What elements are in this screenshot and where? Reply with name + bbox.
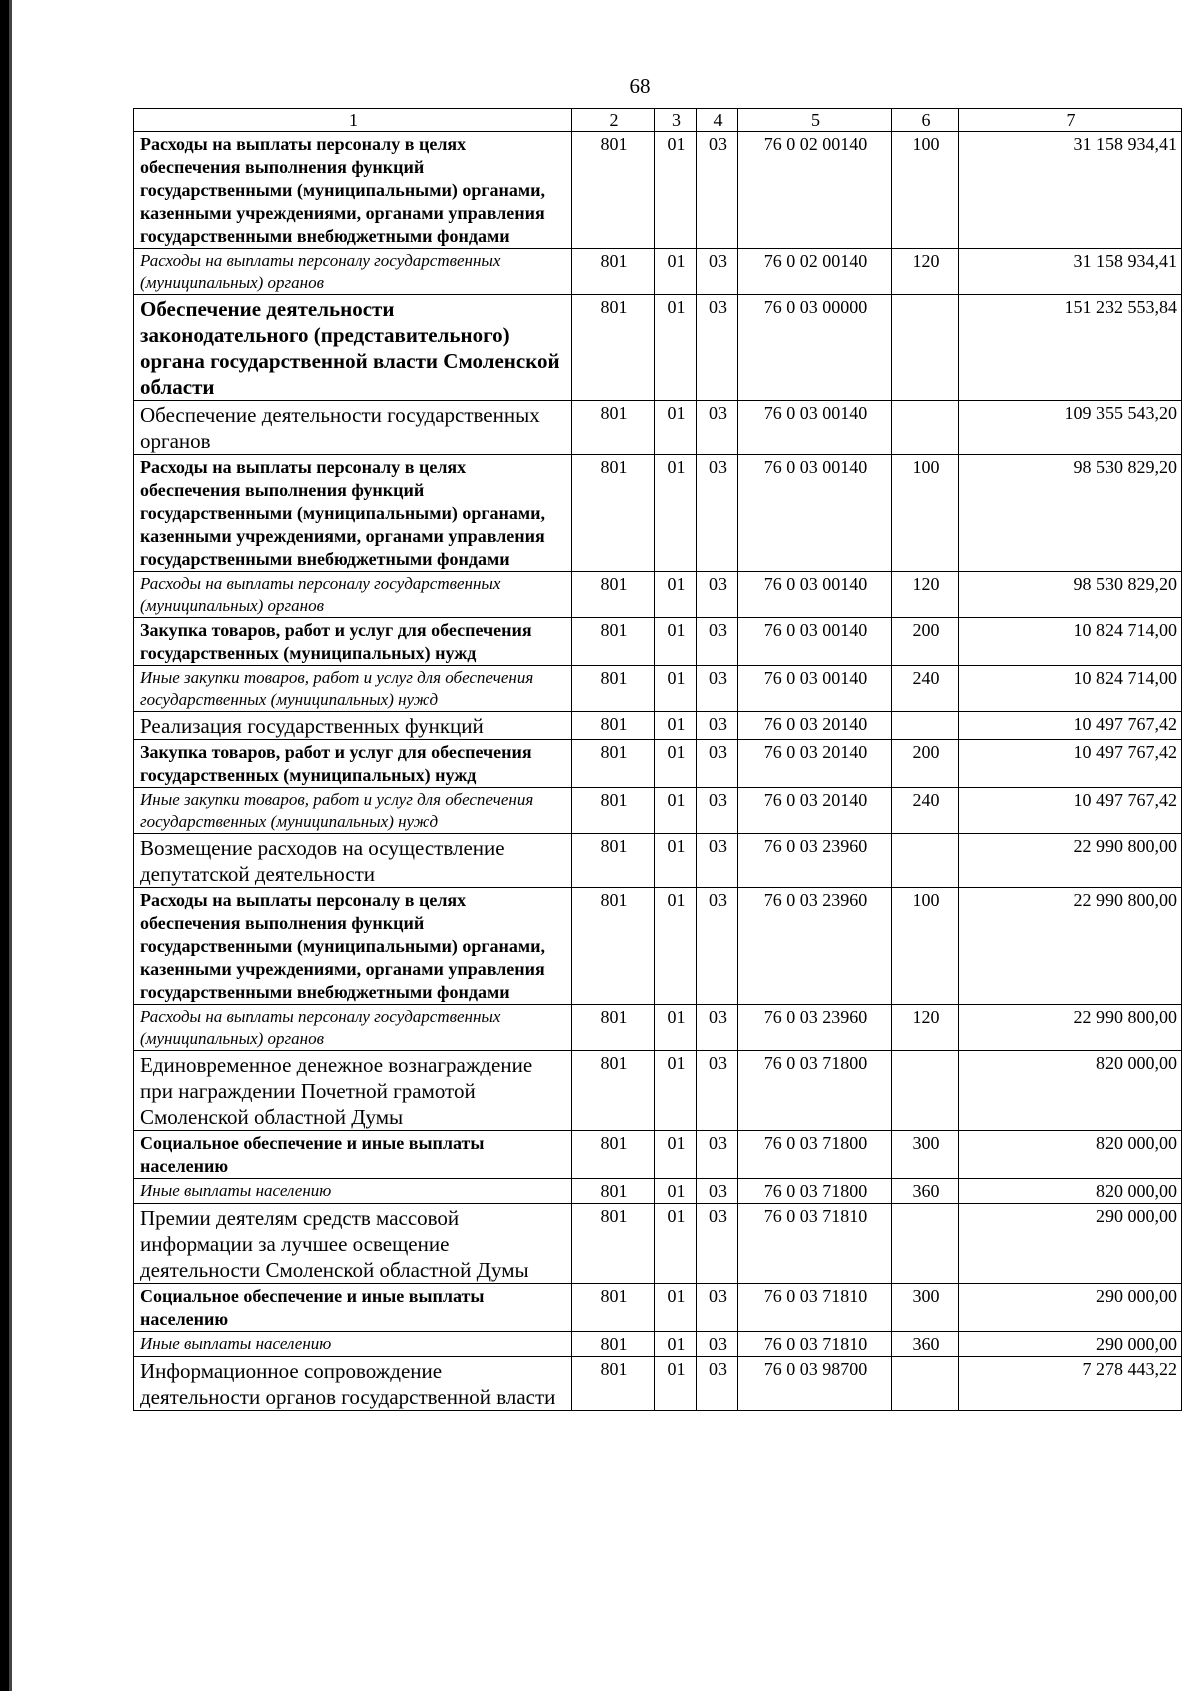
expense-type-cell: 200 [892,618,959,666]
expense-type-cell: 100 [892,132,959,249]
section-code-cell: 01 [655,1204,697,1284]
amount-cell: 22 990 800,00 [959,834,1182,888]
item-name-cell: Иные выплаты населению [134,1332,572,1357]
ministry-code-cell: 801 [572,1131,655,1179]
table-row [134,834,1182,888]
table-row [134,249,1182,295]
section-code-cell: 01 [655,1332,697,1357]
table-row [134,788,1182,834]
expense-type-cell: 100 [892,455,959,572]
subsection-code-cell: 03 [697,712,738,740]
amount-cell: 22 990 800,00 [959,888,1182,1005]
section-code-cell: 01 [655,1005,697,1051]
table-row [134,740,1182,788]
target-article-cell: 76 0 03 71800 [738,1179,892,1204]
table-row [134,401,1182,455]
ministry-code-cell: 801 [572,295,655,401]
table-row [134,132,1182,249]
ministry-code-cell: 801 [572,888,655,1005]
ministry-code-cell: 801 [572,788,655,834]
ministry-code-cell: 801 [572,1179,655,1204]
target-article-cell: 76 0 02 00140 [738,132,892,249]
ministry-code-cell: 801 [572,455,655,572]
table-row [134,455,1182,572]
amount-cell: 10 824 714,00 [959,618,1182,666]
ministry-code-cell: 801 [572,740,655,788]
section-code-cell: 01 [655,1179,697,1204]
target-article-cell: 76 0 03 20140 [738,740,892,788]
section-code-cell: 01 [655,1357,697,1411]
item-name-cell: Единовременное денежное вознаграждение при награждении Почетной грамотой Смоленской областной Думы [134,1051,572,1131]
header-cell: 2 [572,109,655,132]
table-row [134,618,1182,666]
subsection-code-cell: 03 [697,401,738,455]
budget-table [133,108,1182,1411]
subsection-code-cell: 03 [697,1131,738,1179]
table-row [134,1357,1182,1411]
amount-cell: 820 000,00 [959,1051,1182,1131]
table-row [134,666,1182,712]
item-name-cell: Социальное обеспечение и иные выплаты населению [134,1131,572,1179]
amount-cell: 22 990 800,00 [959,1005,1182,1051]
subsection-code-cell: 03 [697,1284,738,1332]
item-name-cell: Иные закупки товаров, работ и услуг для обеспечения государственных (муниципальных) нужд [134,788,572,834]
item-name-cell: Расходы на выплаты персоналу государственных (муниципальных) органов [134,249,572,295]
amount-cell: 98 530 829,20 [959,572,1182,618]
subsection-code-cell: 03 [697,572,738,618]
subsection-code-cell: 03 [697,788,738,834]
target-article-cell: 76 0 03 00140 [738,666,892,712]
expense-type-cell: 200 [892,740,959,788]
section-code-cell: 01 [655,295,697,401]
header-cell: 6 [892,109,959,132]
subsection-code-cell: 03 [697,455,738,572]
scan-border [0,0,9,1691]
section-code-cell: 01 [655,888,697,1005]
target-article-cell: 76 0 03 00000 [738,295,892,401]
scan-border-shadow [9,0,12,1691]
section-code-cell: 01 [655,712,697,740]
section-code-cell: 01 [655,834,697,888]
ministry-code-cell: 801 [572,834,655,888]
expense-type-cell [892,1204,959,1284]
target-article-cell: 76 0 03 98700 [738,1357,892,1411]
ministry-code-cell: 801 [572,401,655,455]
item-name-cell: Обеспечение деятельности законодательного (представительного) органа государственной власти Смоленской области [134,295,572,401]
ministry-code-cell: 801 [572,618,655,666]
amount-cell: 151 232 553,84 [959,295,1182,401]
target-article-cell: 76 0 03 23960 [738,834,892,888]
ministry-code-cell: 801 [572,1357,655,1411]
amount-cell: 290 000,00 [959,1284,1182,1332]
ministry-code-cell: 801 [572,1005,655,1051]
amount-cell: 10 497 767,42 [959,712,1182,740]
item-name-cell: Реализация государственных функций [134,712,572,740]
table-row [134,1284,1182,1332]
target-article-cell: 76 0 03 71800 [738,1051,892,1131]
item-name-cell: Социальное обеспечение и иные выплаты населению [134,1284,572,1332]
amount-cell: 290 000,00 [959,1332,1182,1357]
ministry-code-cell: 801 [572,1204,655,1284]
target-article-cell: 76 0 03 20140 [738,788,892,834]
subsection-code-cell: 03 [697,295,738,401]
subsection-code-cell: 03 [697,1332,738,1357]
item-name-cell: Иные выплаты населению [134,1179,572,1204]
section-code-cell: 01 [655,249,697,295]
amount-cell: 7 278 443,22 [959,1357,1182,1411]
section-code-cell: 01 [655,1284,697,1332]
item-name-cell: Расходы на выплаты персоналу государственных (муниципальных) органов [134,572,572,618]
amount-cell: 10 497 767,42 [959,740,1182,788]
section-code-cell: 01 [655,401,697,455]
expense-type-cell [892,295,959,401]
target-article-cell: 76 0 03 00140 [738,455,892,572]
subsection-code-cell: 03 [697,834,738,888]
amount-cell: 31 158 934,41 [959,249,1182,295]
expense-type-cell: 360 [892,1332,959,1357]
expense-type-cell [892,401,959,455]
table-header-row [134,109,1182,132]
subsection-code-cell: 03 [697,618,738,666]
subsection-code-cell: 03 [697,1179,738,1204]
section-code-cell: 01 [655,1131,697,1179]
subsection-code-cell: 03 [697,1005,738,1051]
amount-cell: 109 355 543,20 [959,401,1182,455]
section-code-cell: 01 [655,740,697,788]
expense-type-cell [892,712,959,740]
subsection-code-cell: 03 [697,132,738,249]
item-name-cell: Расходы на выплаты персоналу в целях обеспечения выполнения функций государственными (муниципальными) органами, казенными учреждениями, органами управления государственными внебюджетными фондами [134,132,572,249]
target-article-cell: 76 0 03 71810 [738,1204,892,1284]
table-row [134,888,1182,1005]
target-article-cell: 76 0 03 20140 [738,712,892,740]
target-article-cell: 76 0 02 00140 [738,249,892,295]
expense-type-cell: 300 [892,1284,959,1332]
subsection-code-cell: 03 [697,1051,738,1131]
target-article-cell: 76 0 03 00140 [738,618,892,666]
target-article-cell: 76 0 03 71810 [738,1332,892,1357]
item-name-cell: Расходы на выплаты персоналу в целях обеспечения выполнения функций государственными (муниципальными) органами, казенными учреждениями, органами управления государственными внебюджетными фондами [134,888,572,1005]
header-cell: 5 [738,109,892,132]
item-name-cell: Закупка товаров, работ и услуг для обеспечения государственных (муниципальных) нужд [134,618,572,666]
target-article-cell: 76 0 03 71800 [738,1131,892,1179]
table-row [134,1131,1182,1179]
ministry-code-cell: 801 [572,712,655,740]
expense-type-cell: 300 [892,1131,959,1179]
ministry-code-cell: 801 [572,1284,655,1332]
ministry-code-cell: 801 [572,132,655,249]
item-name-cell: Иные закупки товаров, работ и услуг для обеспечения государственных (муниципальных) нужд [134,666,572,712]
item-name-cell: Закупка товаров, работ и услуг для обеспечения государственных (муниципальных) нужд [134,740,572,788]
subsection-code-cell: 03 [697,740,738,788]
header-cell: 7 [959,109,1182,132]
target-article-cell: 76 0 03 23960 [738,888,892,1005]
ministry-code-cell: 801 [572,572,655,618]
table-row [134,1204,1182,1284]
page-number: 68 [629,74,651,98]
subsection-code-cell: 03 [697,1357,738,1411]
item-name-cell: Информационное сопровождение деятельности органов государственной власти [134,1357,572,1411]
item-name-cell: Премии деятелям средств массовой информации за лучшее освещение деятельности Смоленской областной Думы [134,1204,572,1284]
header-cell: 1 [134,109,572,132]
header-cell: 3 [655,109,697,132]
section-code-cell: 01 [655,618,697,666]
section-code-cell: 01 [655,1051,697,1131]
section-code-cell: 01 [655,455,697,572]
amount-cell: 820 000,00 [959,1179,1182,1204]
amount-cell: 290 000,00 [959,1204,1182,1284]
table-body [134,109,1182,1411]
ministry-code-cell: 801 [572,249,655,295]
amount-cell: 10 824 714,00 [959,666,1182,712]
expense-type-cell: 240 [892,666,959,712]
table-row [134,1005,1182,1051]
amount-cell: 98 530 829,20 [959,455,1182,572]
table-row [134,295,1182,401]
subsection-code-cell: 03 [697,249,738,295]
item-name-cell: Возмещение расходов на осуществление депутатской деятельности [134,834,572,888]
target-article-cell: 76 0 03 23960 [738,1005,892,1051]
section-code-cell: 01 [655,788,697,834]
expense-type-cell [892,1051,959,1131]
ministry-code-cell: 801 [572,1051,655,1131]
expense-type-cell [892,834,959,888]
section-code-cell: 01 [655,132,697,249]
amount-cell: 10 497 767,42 [959,788,1182,834]
subsection-code-cell: 03 [697,1204,738,1284]
amount-cell: 31 158 934,41 [959,132,1182,249]
target-article-cell: 76 0 03 00140 [738,401,892,455]
item-name-cell: Расходы на выплаты персоналу в целях обеспечения выполнения функций государственными (муниципальными) органами, казенными учреждениями, органами управления государственными внебюджетными фондами [134,455,572,572]
table-row [134,1179,1182,1204]
item-name-cell: Обеспечение деятельности государственных органов [134,401,572,455]
expense-type-cell: 120 [892,249,959,295]
subsection-code-cell: 03 [697,888,738,1005]
section-code-cell: 01 [655,572,697,618]
target-article-cell: 76 0 03 71810 [738,1284,892,1332]
expense-type-cell: 240 [892,788,959,834]
amount-cell: 820 000,00 [959,1131,1182,1179]
table-row [134,1051,1182,1131]
expense-type-cell: 100 [892,888,959,1005]
header-cell: 4 [697,109,738,132]
target-article-cell: 76 0 03 00140 [738,572,892,618]
subsection-code-cell: 03 [697,666,738,712]
table-row [134,572,1182,618]
expense-type-cell: 360 [892,1179,959,1204]
ministry-code-cell: 801 [572,666,655,712]
table-row [134,712,1182,740]
table-row [134,1332,1182,1357]
section-code-cell: 01 [655,666,697,712]
item-name-cell: Расходы на выплаты персоналу государственных (муниципальных) органов [134,1005,572,1051]
expense-type-cell [892,1357,959,1411]
expense-type-cell: 120 [892,572,959,618]
expense-type-cell: 120 [892,1005,959,1051]
ministry-code-cell: 801 [572,1332,655,1357]
